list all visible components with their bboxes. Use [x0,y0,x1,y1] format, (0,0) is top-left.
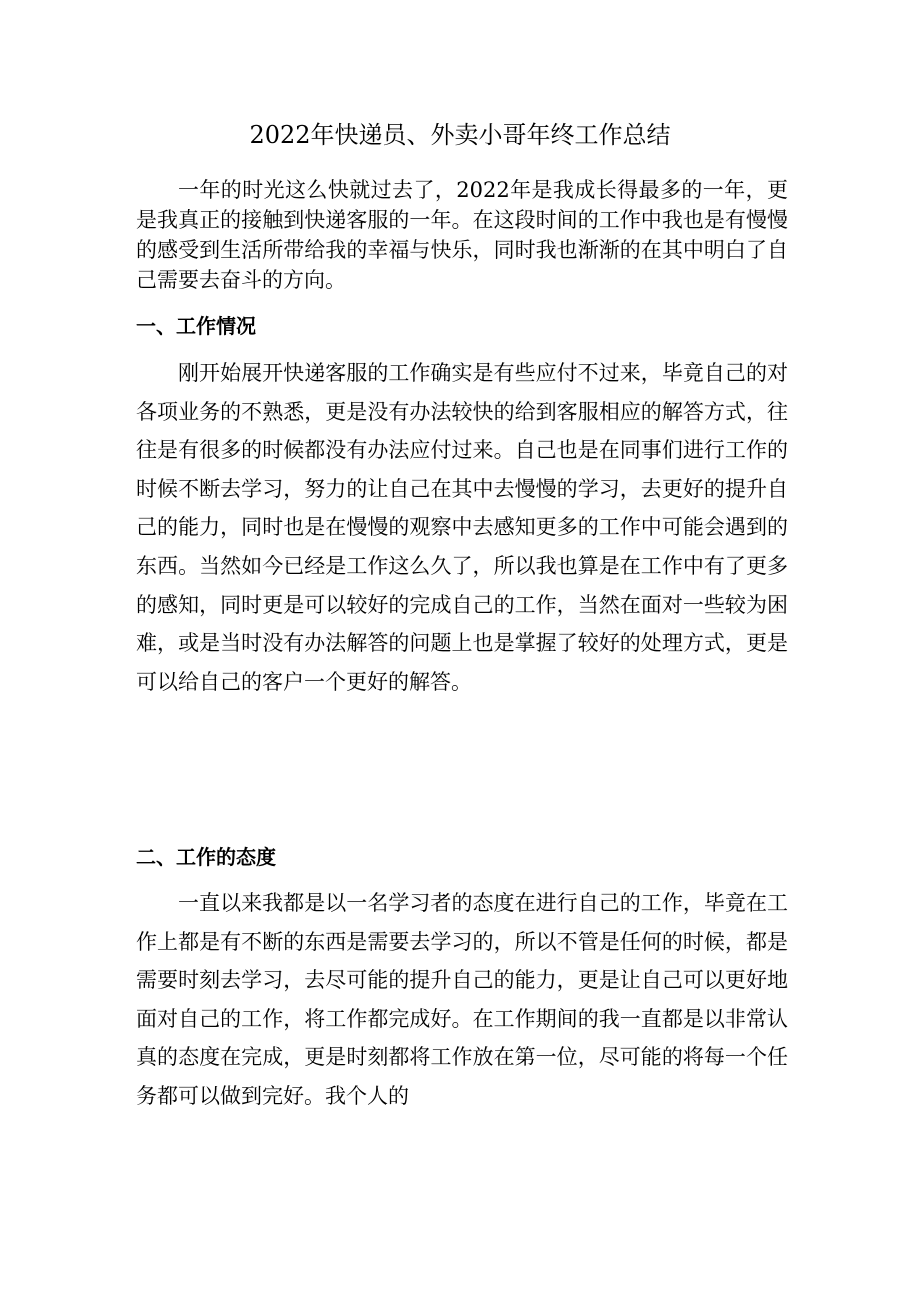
section-body-work-situation: 刚开始展开快递客服的工作确实是有些应付不过来，毕竟自己的对各项业务的不熟悉，更是没有办法较快的给到客服相应的解答方式，往往是有很多的时候都没有办法应付过来。自己也是在同事们进行工作的时候不断去学习，努力的让自己在其中去慢慢的学习，去更好的提升自己的能力，同时也是在慢慢的观察中去感知更多的工作中可能会遇到的东西。当然如今已经是工作这么久了，所以我也算是在工作中有了更多的感知，同时更是可以较好的完成自己的工作，当然在面对一些较为困难，或是当时没有办法解答的问题上也是掌握了较好的处理方式，更是可以给自己的客户一个更好的解答。 [136,361,788,694]
section-heading-work-situation: 一、工作情况 [136,314,256,338]
section-body-work-attitude: 一直以来我都是以一名学习者的态度在进行自己的工作，毕竟在工作上都是有不断的东西是需要去学习的，所以不管是任何的时候，都是需要时刻去学习，去尽可能的提升自己的能力，更是让自己可以更好地面对自己的工作，将工作都完成好。在工作期间的我一直都是以非常认真的态度在完成，更是时刻都将工作放在第一位，尽可能的将每一个任务都可以做到完好。我个人的 [136,891,788,1108]
section-heading-work-attitude: 二、工作的态度 [136,845,276,869]
intro-paragraph: 一年的时光这么快就过去了，2022年是我成长得最多的一年，更是我真正的接触到快递客服的一年。在这段时间的工作中我也是有慢慢的感受到生活所带给我的幸福与快乐，同时我也渐渐的在其中明白了自己需要去奋斗的方向。 [136,178,788,292]
document-title: 2022年快递员、外卖小哥年终工作总结 [249,121,671,149]
